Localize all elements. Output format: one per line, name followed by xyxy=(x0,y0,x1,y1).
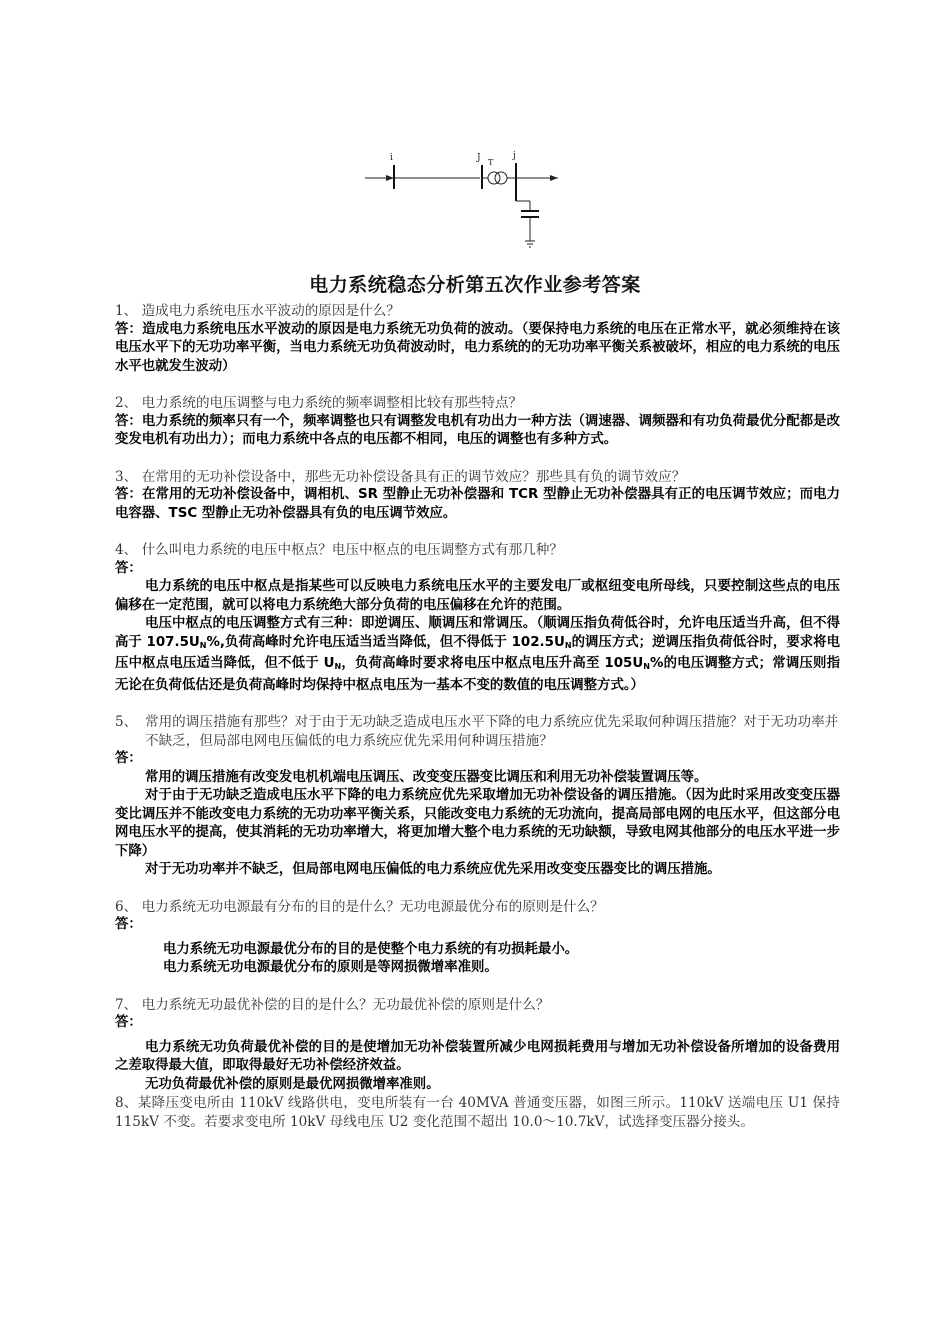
question-text: 电力系统的电压调整与电力系统的频率调整相比较有那些特点？ xyxy=(141,395,523,411)
output-arrow-icon xyxy=(550,175,558,181)
question-number: 4、 xyxy=(115,542,138,558)
question-number: 2、 xyxy=(115,395,138,411)
answer-2: 答：电力系统的频率只有一个，频率调整也只有调整发电机有功出力一种方法（调速器、调频器和有功负荷最优分配都是改变发电机有功出力）；而电力系统中各点的电压都不相同，电压的调整也有多种方式。 xyxy=(115,413,840,447)
question-4 xyxy=(115,541,840,560)
label-i: i xyxy=(390,153,393,163)
label-T: T xyxy=(488,158,494,167)
question-1 xyxy=(115,302,840,321)
question-number: 3、 xyxy=(115,468,138,485)
transformer-winding-2 xyxy=(495,172,507,184)
answer-6-paragraph-1: 电力系统无功电源最优分布的目的是使整个电力系统的有功损耗最小。 xyxy=(163,941,579,957)
page-title: 电力系统稳态分析第五次作业参考答案 xyxy=(309,274,641,296)
answer-label: 答： xyxy=(115,917,142,932)
answer-5-paragraph-1: 常用的调压措施有改变发电机机端电压调压、改变变压器变比调压和利用无功补偿装置调压等。 xyxy=(145,769,708,785)
question-8: 8、某降压变电所由 110kV 线路供电，变电所装有一台 40MVA 普通变压器，如图三所示。110kV 送端电压 U1 保持 115kV 不变。若要求变电所 10kV 母线电压 U2 变化范围不超出 10.0～10.7kV，试选择变压器分接头。 xyxy=(115,1095,840,1130)
answer-7-paragraph-2: 无功负荷最优补偿的原则是最优网损微增率准则。 xyxy=(145,1076,440,1092)
input-arrow-icon xyxy=(386,175,394,181)
question-text: 在常用的无功补偿设备中，那些无功补偿设备具有正的调节效应？那些具有负的调节效应？ xyxy=(141,468,686,485)
question-text: 造成电力系统电压水平波动的原因是什么？ xyxy=(141,303,400,319)
question-text: 常用的调压措施有那些？对于由于无功缺乏造成电压水平下降的电力系统应优先采取何种调压措施？对于无功功率并不缺乏，但局部电网电压偏低的电力系统应优先采用何种调压措施？ xyxy=(145,714,839,749)
answer-5-paragraph-3: 对于无功功率并不缺乏，但局部电网电压偏低的电力系统应优先采用改变变压器变比的调压措施。 xyxy=(145,862,721,877)
question-6 xyxy=(115,898,840,917)
question-number: 1、 xyxy=(115,303,138,319)
question-text: 电力系统无功最优补偿的目的是什么？无功最优补偿的原则是什么？ xyxy=(141,996,550,1013)
answer-4-paragraph-1: 电力系统的电压中枢点是指某些可以反映电力系统电压水平的主要发电厂或枢纽变电所母线，只要控制这些点的电压偏移在一定范围，就可以将电力系统绝大部分负荷的电压偏移在允许的范围。 xyxy=(115,579,840,613)
answer-1: 答：造成电力系统电压水平波动的原因是电力系统无功负荷的波动。（要保持电力系统的电压在正常水平，就必须维持在该电压水平下的无功功率平衡，当电力系统无功负荷波动时，电力系统的的无功功率平衡关系被破坏，相应的电力系统的电压水平也就发生波动） xyxy=(115,321,840,374)
question-2 xyxy=(115,394,840,413)
answer-4-paragraph-2: 电压中枢点的电压调整方式有三种：即逆调压、顺调压和常调压。（顺调压指负荷低谷时，允许电压适当升高，但不得高于 $107.5U_N\%$,负荷高峰时允许电压适当适当降低，但不得低于 $102.5U_N$的调压方式；逆调压指负荷低谷时，要求将电压中枢点电压适当降低，但不低于 $U_N$，负荷高峰时要求将电压中枢点电压升高至 $105U_N\%$的电压调整方式；常调压则指无论在负荷低估还是负荷高峰时均保持中枢点电压为一基本不变的数值的电压调整方式。） xyxy=(115,616,840,693)
answer-6-paragraph-2: 电力系统无功电源最优分布的原则是等网损微增率准则。 xyxy=(163,960,498,975)
label-j: j xyxy=(513,151,516,161)
label-J: J xyxy=(477,153,481,163)
question-5 xyxy=(115,713,840,750)
question-number: 7、 xyxy=(115,996,138,1013)
transformer-winding-1 xyxy=(488,172,500,184)
question-number: 6、 xyxy=(115,898,138,915)
question-7 xyxy=(115,996,840,1015)
transformer-circuit-diagram xyxy=(360,145,570,255)
question-text: 什么叫电力系统的电压中枢点？电压中枢点的电压调整方式有那几种？ xyxy=(141,542,563,558)
qa-content xyxy=(115,302,840,1131)
answer-7-paragraph-1: 电力系统无功负荷最优补偿的目的是使增加无功补偿装置所减少电网损耗费用与增加无功补偿设备所增加的设备费用之差取得最大值，即取得最好无功补偿经济效益。 xyxy=(115,1039,840,1073)
question-3 xyxy=(115,468,840,487)
question-number: 5、 xyxy=(115,714,138,730)
answer-5-paragraph-2: 对于由于无功缺乏造成电压水平下降的电力系统应优先采取增加无功补偿设备的调压措施。（因为此时采用改变变压器变比调压并不能改变电力系统的无功功率平衡关系，只能改变电力系统的无功流向，提高局部电网的电压水平，但这部分电网电压水平的提高，使其消耗的无功功率增大，将更加增大整个电力系统的无功缺额，导致电网其他部分的电压水平进一步下降） xyxy=(115,788,840,859)
answer-3: 答：在常用的无功补偿设备中，调相机、SR 型静止无功补偿器和 TCR 型静止无功补偿器具有正的电压调节效应；而电力电容器、TSC 型静止无功补偿器具有负的电压调节效应。 xyxy=(115,487,840,521)
answer-label: 答： xyxy=(115,1015,142,1030)
answer-label: 答： xyxy=(115,751,142,766)
question-text: 电力系统无功电源最有分布的目的是什么？无功电源最优分布的原则是什么？ xyxy=(141,898,604,915)
answer-label: 答： xyxy=(115,560,142,576)
